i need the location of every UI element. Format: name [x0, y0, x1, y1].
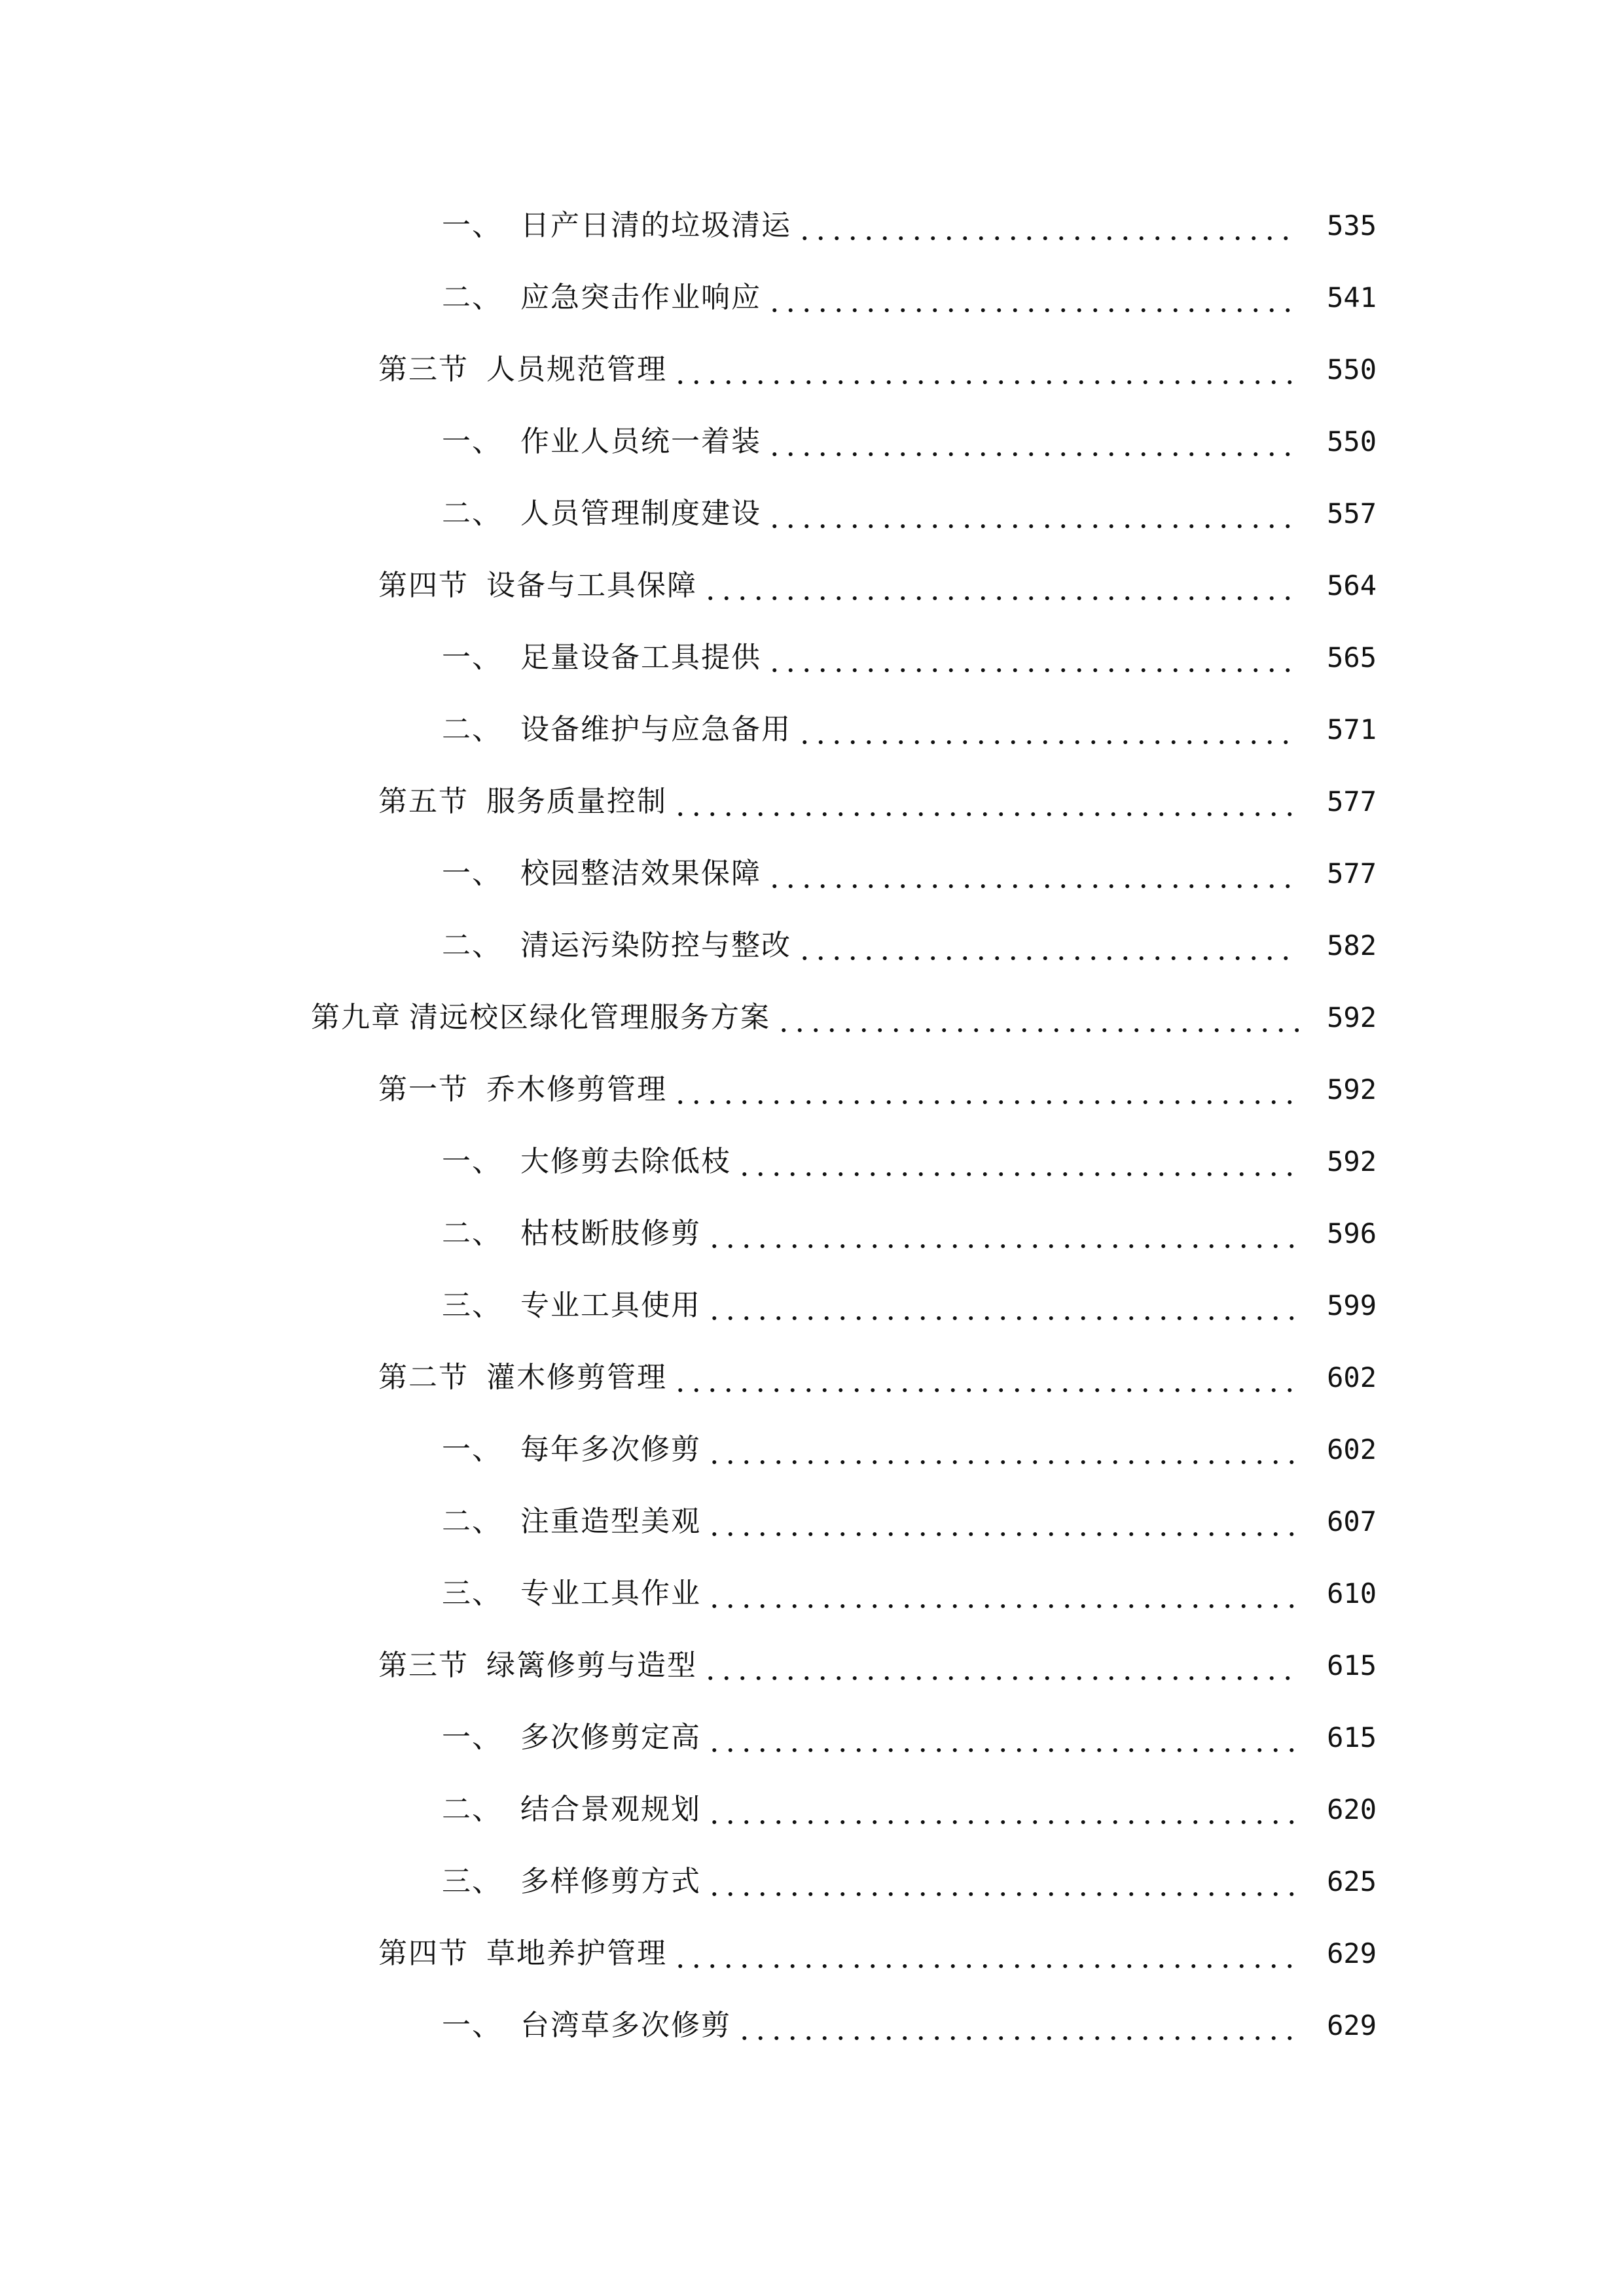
toc-entry-title: 人员管理制度建设 — [520, 497, 761, 530]
toc-entry-title: 设备维护与应急备用 — [520, 713, 791, 746]
toc-entry-page-number: 602 — [1327, 1433, 1377, 1465]
dot-leader — [705, 1723, 1299, 1752]
dot-leader — [705, 1291, 1299, 1320]
dot-leader — [705, 1435, 1299, 1464]
toc-entry-number: 三、 — [442, 1865, 502, 1898]
toc-entry-title: 乔木修剪管理 — [486, 1073, 667, 1106]
toc-entry-number: 第四节 — [378, 1937, 469, 1970]
toc-entry-number: 一、 — [442, 209, 502, 242]
toc-entry-number: 三、 — [442, 1289, 502, 1322]
dot-leader — [765, 643, 1299, 672]
toc-entry-title: 清远校区绿化管理服务方案 — [409, 1001, 770, 1034]
toc-entry-title: 专业工具使用 — [520, 1289, 701, 1322]
toc-entry-title: 每年多次修剪 — [520, 1433, 701, 1466]
dot-leader — [795, 715, 1299, 744]
toc-entry[interactable] — [0, 1702, 1624, 1774]
toc-entry-title: 灌木修剪管理 — [486, 1361, 667, 1394]
toc-entry-page-number: 592 — [1327, 1145, 1377, 1177]
toc-entry-page-number: 596 — [1327, 1217, 1377, 1249]
toc-entry-number: 一、 — [442, 2009, 502, 2042]
toc-entry-title: 校园整洁效果保障 — [520, 857, 761, 890]
toc-entry-title: 草地养护管理 — [486, 1937, 667, 1970]
toc-entry-page-number: 592 — [1327, 1001, 1377, 1033]
dot-leader — [765, 859, 1299, 888]
toc-entry[interactable] — [0, 1054, 1624, 1126]
toc-entry-page-number: 577 — [1327, 785, 1377, 817]
toc-entry-page-number: 582 — [1327, 929, 1377, 961]
toc-entry-page-number: 592 — [1327, 1073, 1377, 1105]
toc-entry[interactable] — [0, 262, 1624, 334]
dot-leader — [705, 1507, 1299, 1536]
toc-entry-page-number: 629 — [1327, 2009, 1377, 2041]
toc-entry-title: 应急突击作业响应 — [520, 281, 761, 314]
toc-entry-page-number: 602 — [1327, 1361, 1377, 1393]
toc-entry[interactable] — [0, 766, 1624, 838]
toc-entry-title: 足量设备工具提供 — [520, 641, 761, 674]
toc-entry-title: 作业人员统一着装 — [520, 425, 761, 458]
toc-entry-page-number: 625 — [1327, 1865, 1377, 1897]
toc-entry[interactable] — [0, 1990, 1624, 2062]
toc-entry-number: 三、 — [442, 1577, 502, 1610]
dot-leader — [765, 499, 1299, 528]
toc-entry[interactable] — [0, 190, 1624, 262]
dot-leader — [701, 571, 1299, 600]
toc-entry[interactable] — [0, 334, 1624, 406]
table-of-contents — [0, 190, 1624, 2062]
toc-entry[interactable] — [0, 1558, 1624, 1630]
dot-leader — [671, 1363, 1299, 1392]
toc-entry-title: 枯枝断肢修剪 — [520, 1217, 701, 1250]
toc-entry-title: 多样修剪方式 — [520, 1865, 701, 1898]
toc-entry[interactable] — [0, 622, 1624, 694]
toc-entry[interactable] — [0, 550, 1624, 622]
toc-entry[interactable] — [0, 1414, 1624, 1486]
toc-entry-title: 专业工具作业 — [520, 1577, 701, 1610]
toc-entry-title: 多次修剪定高 — [520, 1721, 701, 1754]
toc-entry-title: 台湾草多次修剪 — [520, 2009, 731, 2042]
dot-leader — [671, 355, 1299, 384]
toc-entry-page-number: 550 — [1327, 425, 1377, 457]
toc-entry-title: 注重造型美观 — [520, 1505, 701, 1538]
toc-entry-number: 二、 — [442, 929, 502, 962]
toc-entry-page-number: 564 — [1327, 569, 1377, 601]
toc-entry-title: 绿篱修剪与造型 — [486, 1649, 697, 1682]
toc-entry-page-number: 620 — [1327, 1793, 1377, 1825]
toc-entry-number: 第四节 — [378, 569, 469, 602]
toc-entry-page-number: 577 — [1327, 857, 1377, 889]
toc-chapter-entry[interactable] — [0, 982, 1624, 1054]
toc-entry-number: 二、 — [442, 497, 502, 530]
toc-entry-number: 二、 — [442, 713, 502, 746]
toc-entry-page-number: 629 — [1327, 1937, 1377, 1969]
toc-entry[interactable] — [0, 1486, 1624, 1558]
dot-leader — [765, 427, 1299, 456]
dot-leader — [671, 1075, 1299, 1104]
toc-entry[interactable] — [0, 910, 1624, 982]
toc-entry-title: 日产日清的垃圾清运 — [520, 209, 791, 242]
toc-entry-number: 一、 — [442, 641, 502, 674]
toc-entry-title: 服务质量控制 — [486, 785, 667, 818]
toc-entry-number: 一、 — [442, 1433, 502, 1466]
toc-entry[interactable] — [0, 1126, 1624, 1198]
toc-entry-title: 人员规范管理 — [486, 353, 667, 386]
toc-entry-page-number: 599 — [1327, 1289, 1377, 1321]
toc-entry-number: 一、 — [442, 1145, 502, 1178]
toc-entry-number: 第三节 — [378, 1649, 469, 1682]
toc-entry[interactable] — [0, 1630, 1624, 1702]
toc-entry-number: 第九章 — [311, 1001, 401, 1034]
toc-entry-number: 一、 — [442, 857, 502, 890]
toc-entry-title: 大修剪去除低枝 — [520, 1145, 731, 1178]
toc-entry-number: 第二节 — [378, 1361, 469, 1394]
toc-entry-number: 第一节 — [378, 1073, 469, 1106]
toc-entry-number: 一、 — [442, 1721, 502, 1754]
toc-entry-number: 一、 — [442, 425, 502, 458]
dot-leader — [705, 1579, 1299, 1608]
toc-entry[interactable] — [0, 1774, 1624, 1846]
toc-entry-page-number: 607 — [1327, 1505, 1377, 1537]
toc-entry-page-number: 615 — [1327, 1721, 1377, 1753]
toc-entry-page-number: 610 — [1327, 1577, 1377, 1609]
toc-entry[interactable] — [0, 838, 1624, 910]
toc-entry[interactable] — [0, 1270, 1624, 1342]
toc-entry[interactable] — [0, 478, 1624, 550]
toc-entry-number: 二、 — [442, 281, 502, 314]
toc-entry[interactable] — [0, 1918, 1624, 1990]
toc-entry-page-number: 541 — [1327, 281, 1377, 314]
toc-entry-number: 第五节 — [378, 785, 469, 818]
dot-leader — [701, 1651, 1299, 1680]
dot-leader — [671, 1939, 1299, 1968]
toc-entry-number: 第三节 — [378, 353, 469, 386]
toc-entry[interactable] — [0, 406, 1624, 478]
toc-entry-page-number: 535 — [1327, 209, 1377, 242]
toc-entry[interactable] — [0, 1198, 1624, 1270]
dot-leader — [735, 1147, 1299, 1176]
dot-leader — [795, 211, 1299, 240]
dot-leader — [795, 931, 1299, 960]
dot-leader — [705, 1795, 1299, 1824]
toc-entry-page-number: 550 — [1327, 353, 1377, 386]
toc-entry-title: 清运污染防控与整改 — [520, 929, 791, 962]
toc-entry-number: 二、 — [442, 1793, 502, 1826]
toc-entry-number: 二、 — [442, 1217, 502, 1250]
toc-entry[interactable] — [0, 694, 1624, 766]
dot-leader — [774, 1003, 1299, 1032]
dot-leader — [705, 1219, 1299, 1248]
toc-entry-page-number: 565 — [1327, 641, 1377, 673]
dot-leader — [671, 787, 1299, 816]
dot-leader — [705, 1867, 1299, 1896]
dot-leader — [735, 2011, 1299, 2040]
toc-entry-title: 结合景观规划 — [520, 1793, 701, 1826]
toc-entry-page-number: 557 — [1327, 497, 1377, 529]
toc-entry[interactable] — [0, 1342, 1624, 1414]
toc-entry[interactable] — [0, 1846, 1624, 1918]
dot-leader — [765, 283, 1299, 312]
toc-entry-title: 设备与工具保障 — [486, 569, 697, 602]
toc-entry-page-number: 571 — [1327, 713, 1377, 745]
toc-entry-page-number: 615 — [1327, 1649, 1377, 1681]
toc-entry-number: 二、 — [442, 1505, 502, 1538]
